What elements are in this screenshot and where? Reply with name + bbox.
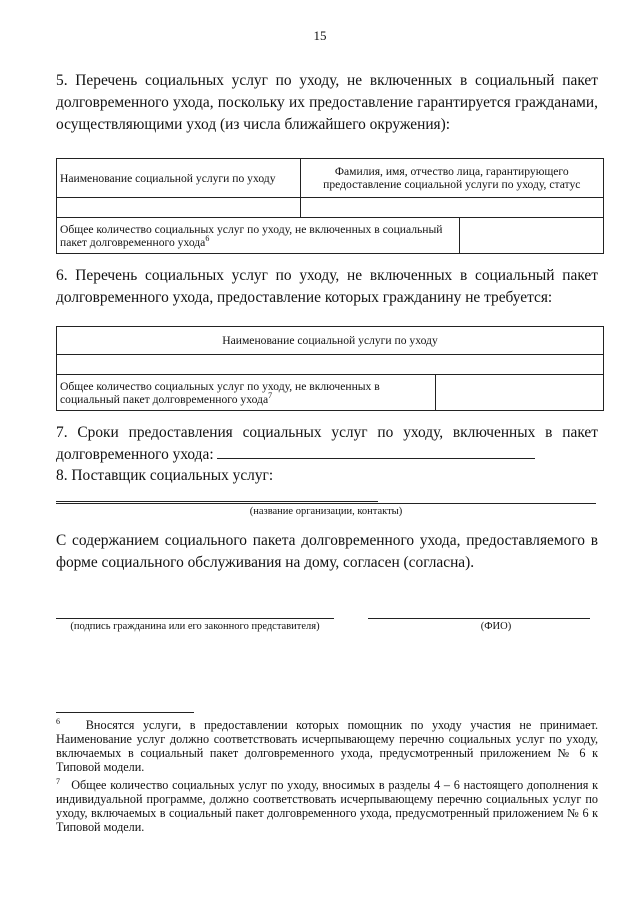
footnote-6: $^6$ Вносятся услуги, в предоставлении которых помощник по уходу участия не принимает. Наименование услуг должно соответствовать исчерпывающему перечню социальных услуг по уходу, включаемых в социальный пакет долговременного ухода, предусмотренный приложением № 6 к Типовой модели. (56, 716, 599, 774)
footnote-separator (56, 712, 194, 713)
section-8-second-line[interactable] (56, 503, 596, 504)
page-number: 15 (313, 28, 327, 43)
section-5-empty-cell[interactable] (300, 198, 603, 218)
footnote-ref: 6 (205, 233, 210, 243)
section-6-total-label: Общее количество социальных услуг по уходу, не включенных в социальный пакет долговременного ухода$^7$ (57, 375, 436, 411)
section-6-empty-cell[interactable] (57, 355, 604, 375)
consent-text: С содержанием социального пакета долговременного ухода, предоставляемого в форме социального обслуживания на дому, согласен (согласна). (56, 532, 598, 571)
footnote-mark: 6 (56, 716, 60, 726)
name-caption: (ФИО) (480, 621, 512, 632)
section-5-text: 5. Перечень социальных услуг по уходу, не включенных в социальный пакет долговременного ухода, поскольку их предоставление гарантируется гражданами, осуществляющими уход (из числа ближайшего окружения): (56, 72, 598, 133)
section-6-total-value[interactable] (436, 375, 604, 411)
section-5-total-value[interactable] (460, 218, 604, 254)
section-5-empty-cell[interactable] (57, 198, 301, 218)
section-8-text: 8. Поставщик социальных услуг: (56, 465, 598, 509)
footnote-mark: 7 (56, 776, 60, 786)
footnote-7: $^7$ Общее количество социальных услуг по уходу, вносимых в разделы 4 – 6 настоящего дополнения к индивидуальной программе, должно соответствовать исчерпывающему перечню социальных услуг по уходу, включаемых в социальный пакет долговременного ухода, предусмотренный приложением № 6 к Типовой модели. (56, 776, 599, 834)
section-5-total-label: Общее количество социальных услуг по уходу, не включенных в социальный пакет долговременного ухода$^6$ (57, 218, 460, 254)
section-8-fill-line[interactable] (56, 487, 378, 502)
section-5-col-person-header: Фамилия, имя, отчество лица, гарантирующего предоставление социальной услуги по уходу, статус (300, 159, 603, 198)
section-7-fill-line[interactable] (217, 444, 535, 459)
section-6-col-name-header: Наименование социальной услуги по уходу (57, 327, 604, 355)
footnote-ref: 7 (268, 390, 273, 400)
signature-caption: (подпись гражданина или его законного представителя) (70, 621, 320, 632)
section-6-table (56, 326, 604, 411)
section-5-col-name-header: Наименование социальной услуги по уходу (57, 159, 301, 198)
section-5-table (56, 158, 604, 254)
section-8-caption: (название организации, контакты) (249, 506, 403, 517)
section-6-text: 6. Перечень социальных услуг по уходу, не включенных в социальный пакет долговременного ухода, предоставление которых гражданину не требуется: (56, 267, 598, 306)
signature-line[interactable] (56, 618, 334, 619)
section-7-text: 7. Сроки предоставления социальных услуг по уходу, включенных в пакет долговременного ухода: (56, 424, 598, 463)
name-line[interactable] (368, 618, 590, 619)
